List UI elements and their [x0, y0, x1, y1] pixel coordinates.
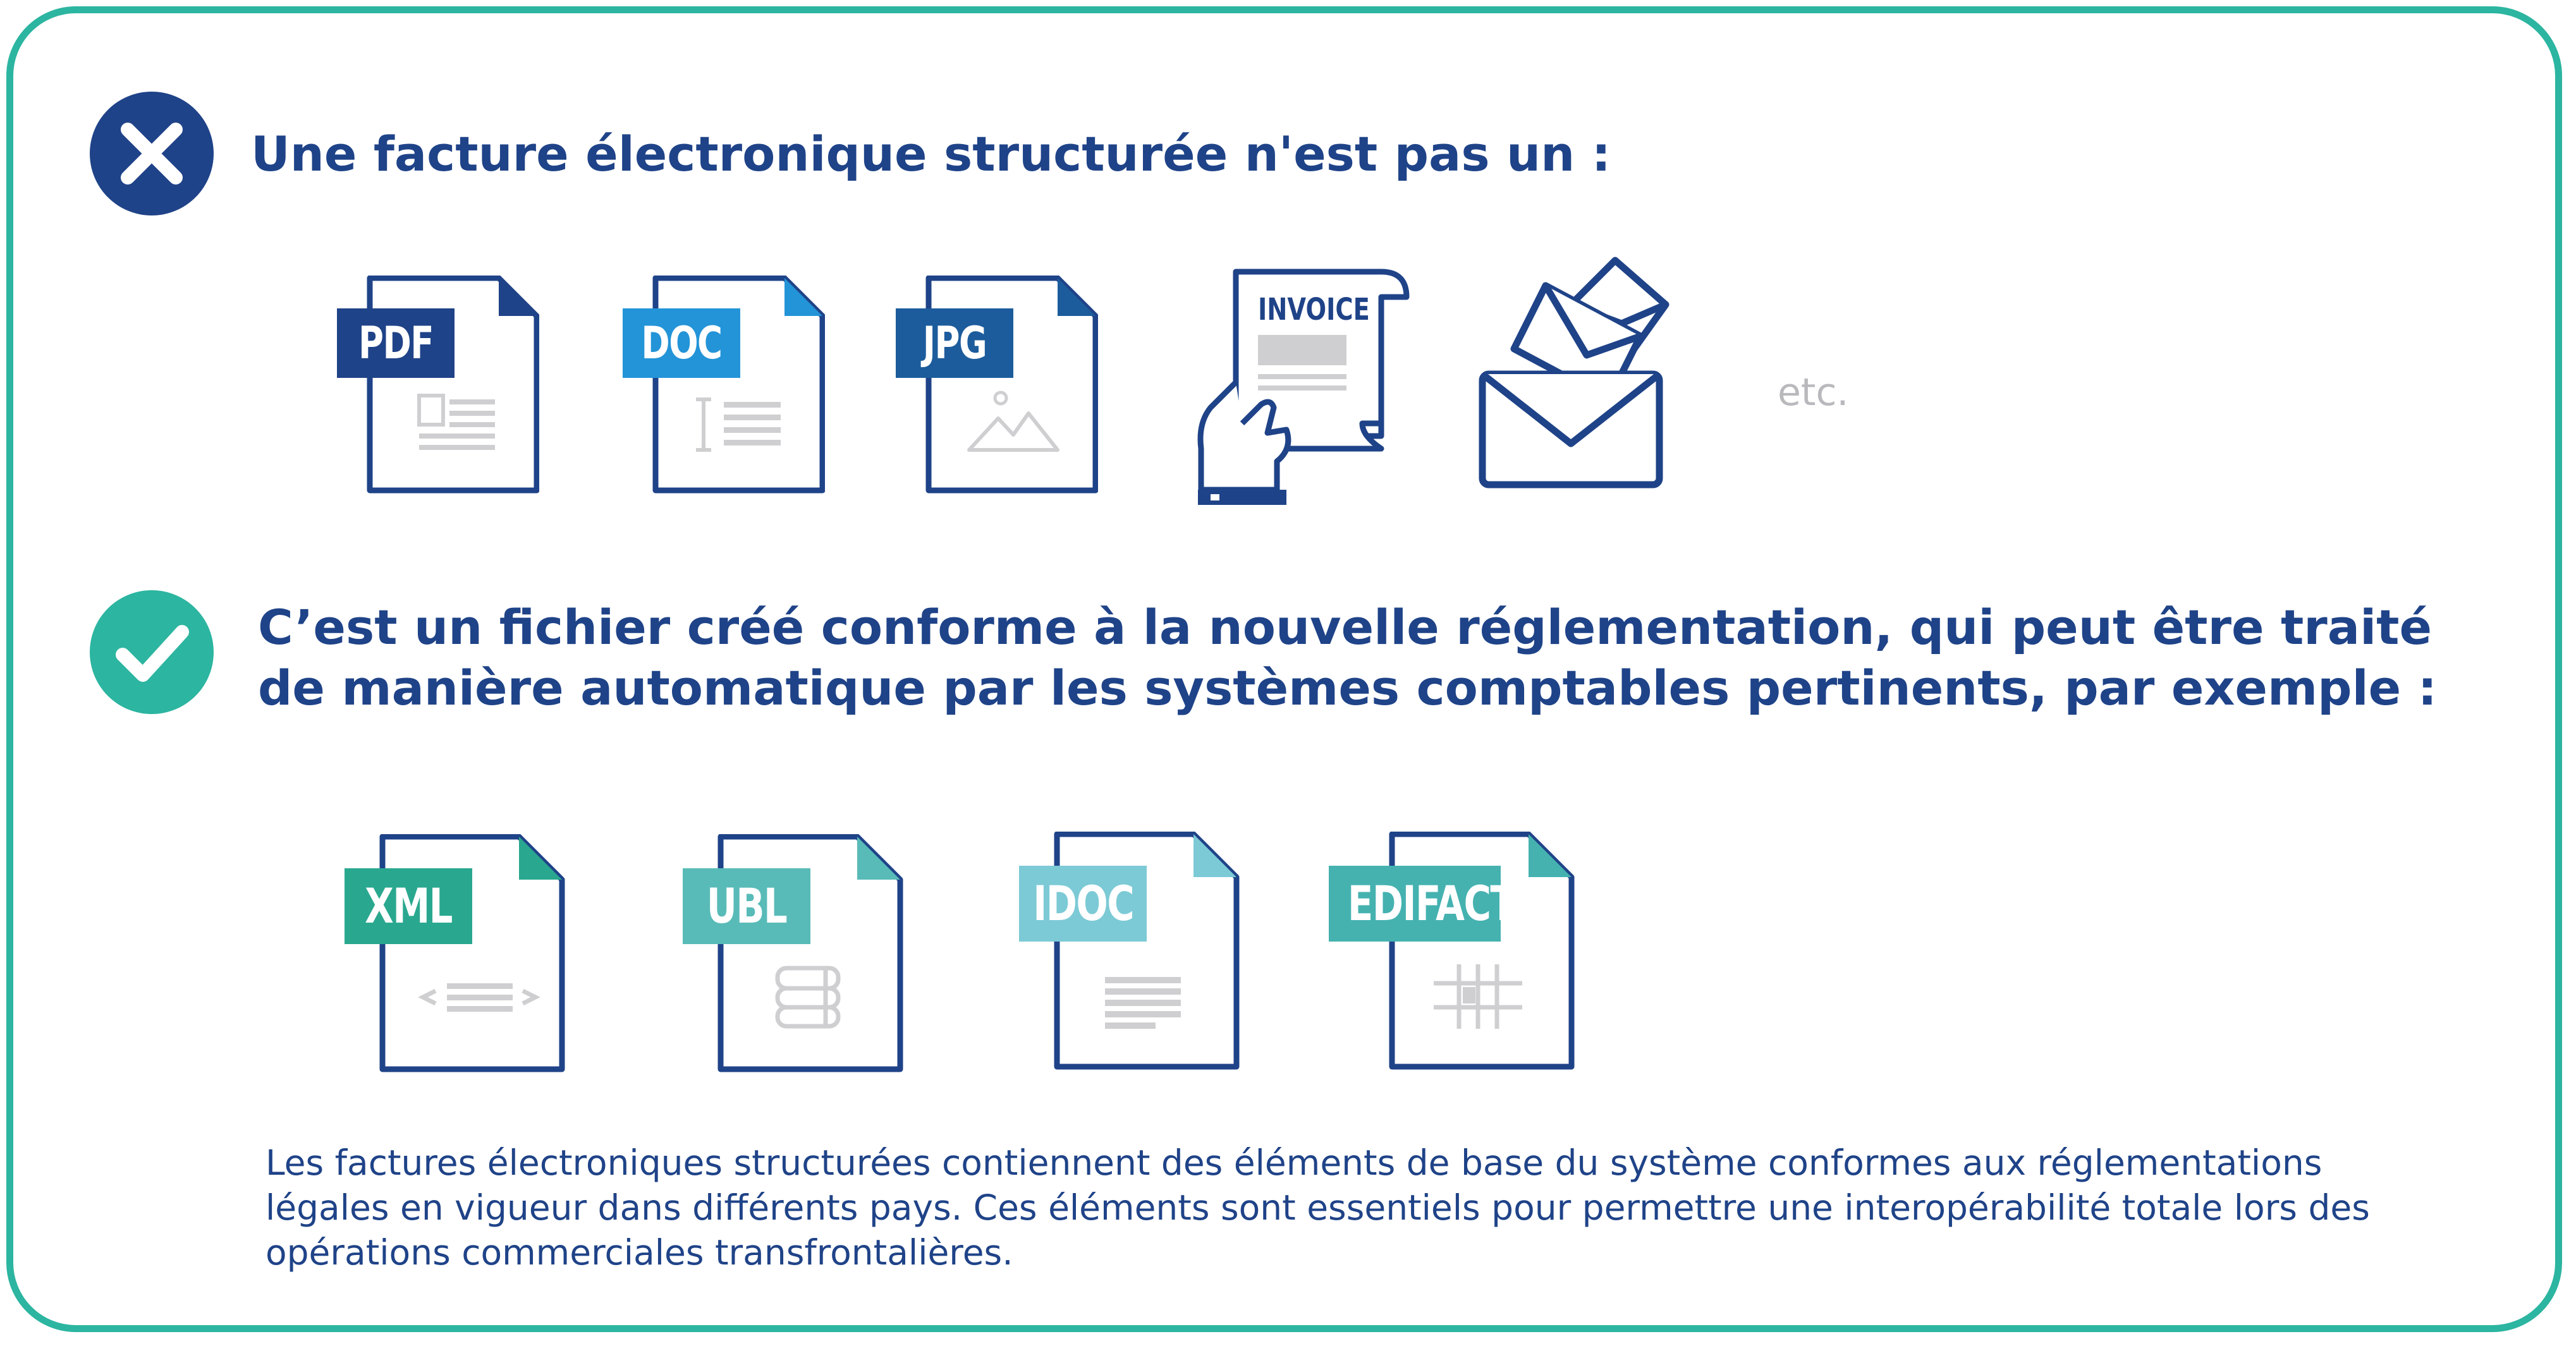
- edifact-label: EDIFACT: [1347, 875, 1515, 931]
- ubl-file-icon: [683, 834, 904, 1074]
- idoc-file-icon: [1019, 832, 1240, 1072]
- footnote-line2: légales en vigueur dans différents pays. Ces éléments sont essentiels pour permettre une interopérabilité totale lors des: [266, 1187, 2370, 1228]
- footnote: [266, 1141, 2491, 1275]
- envelopes-icon: [1476, 254, 1704, 494]
- xml-label: XML: [365, 878, 452, 934]
- positive-heading: [258, 597, 2437, 718]
- edifact-file-icon: [1329, 832, 1575, 1072]
- doc-file-icon: [623, 276, 825, 497]
- xml-file-icon: [345, 834, 566, 1074]
- etc-label: etc.: [1778, 370, 1849, 415]
- invoice-label: INVOICE: [1258, 292, 1370, 327]
- idoc-label: IDOC: [1033, 875, 1134, 931]
- pdf-label: PDF: [358, 317, 433, 369]
- positive-heading-line2: de manière automatique par les systèmes comptables pertinents, par exemple :: [258, 660, 2438, 716]
- jpg-label: JPG: [922, 317, 987, 369]
- positive-heading-line1: C’est un fichier créé conforme à la nouvelle réglementation, qui peut être traité: [258, 599, 2432, 655]
- negative-heading: Une facture électronique structurée n'est pas un :: [251, 126, 1611, 182]
- pdf-file-icon: [337, 276, 539, 497]
- close-icon: [90, 92, 214, 215]
- footnote-line1: Les factures électroniques structurées contiennent des éléments de base du système conformes aux réglementations: [266, 1143, 2323, 1183]
- check-icon: [90, 590, 214, 714]
- footnote-line3: opérations commerciales transfrontalières.: [266, 1232, 1013, 1273]
- paper-invoice-icon: [1192, 265, 1413, 512]
- ubl-label: UBL: [706, 878, 787, 934]
- jpg-file-icon: [896, 276, 1098, 497]
- doc-label: DOC: [641, 317, 722, 369]
